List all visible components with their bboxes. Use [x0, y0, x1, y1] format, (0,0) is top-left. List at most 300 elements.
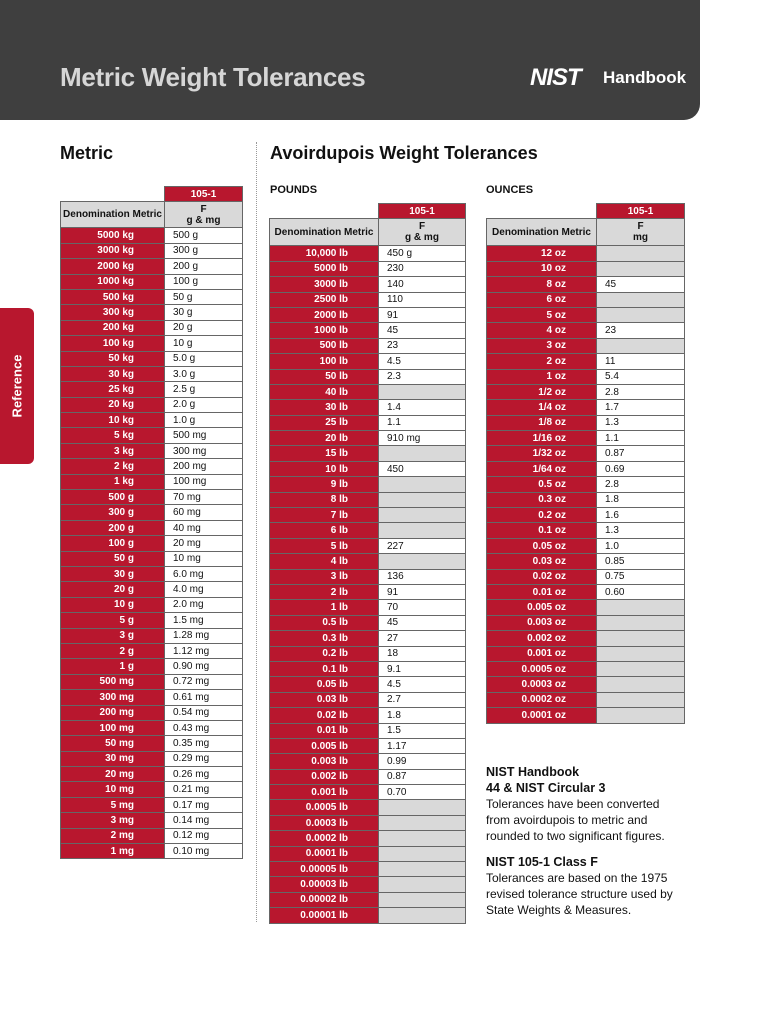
- pounds-denomination-cell: 7 lb: [270, 508, 379, 523]
- metric-denomination-cell: 2000 kg: [61, 259, 165, 274]
- pounds-denomination-cell: 0.002 lb: [270, 769, 379, 784]
- pounds-denomination-cell: 0.3 lb: [270, 631, 379, 646]
- column-divider: [256, 142, 257, 922]
- pounds-row: [270, 261, 466, 276]
- metric-denomination-cell: 25 kg: [61, 382, 165, 397]
- ounces-tolerance-cell: [597, 307, 685, 322]
- metric-row: [61, 459, 243, 474]
- metric-row: [61, 690, 243, 705]
- pounds-denomination-cell: 50 lb: [270, 369, 379, 384]
- metric-tolerance-cell: 2.0 g: [165, 397, 243, 412]
- metric-row: [61, 828, 243, 843]
- metric-row: [61, 505, 243, 520]
- metric-row: [61, 320, 243, 335]
- metric-denomination-cell: 30 g: [61, 566, 165, 581]
- pounds-denomination-cell: 1 lb: [270, 600, 379, 615]
- ounces-denomination-cell: 1/32 oz: [487, 446, 597, 461]
- pounds-tolerance-cell: [379, 508, 466, 523]
- pounds-row: [270, 415, 466, 430]
- pounds-row: [270, 723, 466, 738]
- metric-tolerance-cell: 4.0 mg: [165, 582, 243, 597]
- pounds-tolerance-cell: 70: [379, 600, 466, 615]
- metric-denomination-cell: 200 kg: [61, 320, 165, 335]
- pounds-tolerance-cell: 136: [379, 569, 466, 584]
- ounces-row: [487, 631, 685, 646]
- reference-tab-label: Reference: [9, 354, 25, 418]
- pounds-tolerance-cell: [379, 831, 466, 846]
- pounds-denomination-cell: 2 lb: [270, 584, 379, 599]
- pounds-denomination-cell: 0.1 lb: [270, 661, 379, 676]
- ounces-row: [487, 554, 685, 569]
- handbook-note-title-2: 44 & NIST Circular 3: [486, 781, 606, 795]
- ounces-tolerance-cell: 1.0: [597, 538, 685, 553]
- metric-row: [61, 597, 243, 612]
- ounces-tolerance-cell: [597, 677, 685, 692]
- ounces-class-header: F mg: [597, 219, 685, 246]
- metric-tolerance-cell: 200 g: [165, 259, 243, 274]
- pounds-tolerance-cell: 0.99: [379, 754, 466, 769]
- metric-tolerance-cell: 40 mg: [165, 520, 243, 535]
- pounds-tolerance-cell: [379, 492, 466, 507]
- nist-logo: NIST: [530, 64, 581, 91]
- metric-denomination-cell: 500 kg: [61, 289, 165, 304]
- metric-row: [61, 813, 243, 828]
- pounds-denomination-cell: 9 lb: [270, 477, 379, 492]
- metric-tolerance-cell: 0.14 mg: [165, 813, 243, 828]
- pounds-tolerance-cell: 1.4: [379, 400, 466, 415]
- pounds-denomination-cell: 15 lb: [270, 446, 379, 461]
- ounces-denomination-cell: 0.1 oz: [487, 523, 597, 538]
- ounces-tolerance-cell: [597, 600, 685, 615]
- metric-row: [61, 382, 243, 397]
- pounds-tolerance-cell: [379, 384, 466, 399]
- metric-denomination-cell: 10 g: [61, 597, 165, 612]
- metric-tolerance-cell: 0.26 mg: [165, 767, 243, 782]
- ounces-denomination-cell: 6 oz: [487, 292, 597, 307]
- ounces-tolerance-cell: [597, 261, 685, 276]
- pounds-tolerance-cell: 45: [379, 323, 466, 338]
- metric-denomination-cell: 3 g: [61, 628, 165, 643]
- handbook-note-title-1: NIST Handbook: [486, 765, 580, 779]
- pounds-row: [270, 354, 466, 369]
- metric-tolerance-cell: 0.17 mg: [165, 797, 243, 812]
- ounces-row: [487, 354, 685, 369]
- ounces-denomination-cell: 0.0002 oz: [487, 692, 597, 707]
- metric-row: [61, 659, 243, 674]
- pounds-row: [270, 615, 466, 630]
- ounces-row: [487, 415, 685, 430]
- metric-denomination-cell: 500 g: [61, 490, 165, 505]
- metric-row: [61, 613, 243, 628]
- ounces-denomination-cell: 1 oz: [487, 369, 597, 384]
- metric-tolerance-cell: 5.0 g: [165, 351, 243, 366]
- metric-denomination-cell: 20 g: [61, 582, 165, 597]
- metric-denomination-cell: 1 kg: [61, 474, 165, 489]
- pounds-tolerance-cell: 1.17: [379, 738, 466, 753]
- pounds-denomination-cell: 0.001 lb: [270, 785, 379, 800]
- metric-row: [61, 767, 243, 782]
- ounces-row: [487, 492, 685, 507]
- metric-tolerance-cell: 60 mg: [165, 505, 243, 520]
- ounces-denomination-cell: 1/8 oz: [487, 415, 597, 430]
- ounces-row: [487, 677, 685, 692]
- pounds-denomination-cell: 0.01 lb: [270, 723, 379, 738]
- pounds-denomination-cell: 1000 lb: [270, 323, 379, 338]
- pounds-tolerance-cell: 0.70: [379, 785, 466, 800]
- pounds-denomination-cell: 0.0005 lb: [270, 800, 379, 815]
- pounds-denomination-cell: 6 lb: [270, 523, 379, 538]
- pounds-denomination-cell: 0.5 lb: [270, 615, 379, 630]
- ounces-denomination-cell: 5 oz: [487, 307, 597, 322]
- metric-denomination-cell: 30 mg: [61, 751, 165, 766]
- metric-denomination-cell: 50 mg: [61, 736, 165, 751]
- metric-tolerance-cell: 0.72 mg: [165, 674, 243, 689]
- pounds-tolerance-cell: 1.5: [379, 723, 466, 738]
- pounds-denomination-cell: 5000 lb: [270, 261, 379, 276]
- reference-tab[interactable]: [0, 308, 34, 464]
- metric-tolerance-cell: 500 mg: [165, 428, 243, 443]
- pounds-row: [270, 538, 466, 553]
- pounds-row: [270, 307, 466, 322]
- ounces-denomination-cell: 0.05 oz: [487, 538, 597, 553]
- ounces-tolerance-cell: 1.7: [597, 400, 685, 415]
- pounds-row: [270, 677, 466, 692]
- metric-tolerance-cell: 1.0 g: [165, 413, 243, 428]
- metric-denomination-cell: 50 g: [61, 551, 165, 566]
- metric-row: [61, 844, 243, 859]
- page-title: Metric Weight Tolerances: [60, 62, 366, 92]
- ounces-tolerance-cell: [597, 646, 685, 661]
- ounces-denomination-cell: 10 oz: [487, 261, 597, 276]
- metric-tolerance-cell: 0.12 mg: [165, 828, 243, 843]
- metric-row: [61, 674, 243, 689]
- pounds-tolerance-cell: 2.3: [379, 369, 466, 384]
- metric-tolerance-cell: 0.61 mg: [165, 690, 243, 705]
- metric-tolerance-cell: 300 g: [165, 243, 243, 258]
- metric-row: [61, 289, 243, 304]
- metric-tolerance-cell: 0.29 mg: [165, 751, 243, 766]
- ounces-denomination-cell: 0.001 oz: [487, 646, 597, 661]
- pounds-row: [270, 400, 466, 415]
- pounds-row: [270, 323, 466, 338]
- pounds-row: [270, 631, 466, 646]
- ounces-row: [487, 292, 685, 307]
- ounces-row: [487, 400, 685, 415]
- pounds-tolerance-cell: [379, 446, 466, 461]
- pounds-row: [270, 846, 466, 861]
- pounds-denomination-cell: 0.0002 lb: [270, 831, 379, 846]
- ounces-denomination-cell: 8 oz: [487, 277, 597, 292]
- ounces-row: [487, 338, 685, 353]
- pounds-tolerance-cell: 910 mg: [379, 431, 466, 446]
- page-header: [0, 0, 700, 120]
- ounces-row: [487, 692, 685, 707]
- ounces-row: [487, 307, 685, 322]
- metric-row: [61, 628, 243, 643]
- pounds-row: [270, 600, 466, 615]
- metric-row: [61, 366, 243, 381]
- ounces-row: [487, 369, 685, 384]
- ounces-tolerance-cell: [597, 246, 685, 261]
- metric-denomination-cell: 300 mg: [61, 690, 165, 705]
- ounces-tolerance-cell: 0.85: [597, 554, 685, 569]
- pounds-row: [270, 431, 466, 446]
- pounds-tolerance-cell: [379, 815, 466, 830]
- metric-denomination-cell: 10 kg: [61, 413, 165, 428]
- ounces-denomination-cell: 0.3 oz: [487, 492, 597, 507]
- metric-tolerance-cell: 3.0 g: [165, 366, 243, 381]
- pounds-row: [270, 369, 466, 384]
- metric-denomination-cell: 20 kg: [61, 397, 165, 412]
- ounces-denomination-cell: 0.003 oz: [487, 615, 597, 630]
- pounds-denomination-cell: 10 lb: [270, 461, 379, 476]
- pounds-tolerance-cell: 450: [379, 461, 466, 476]
- metric-tolerance-cell: 10 g: [165, 336, 243, 351]
- pounds-denomination-cell: 0.005 lb: [270, 738, 379, 753]
- pounds-row: [270, 384, 466, 399]
- ounces-row: [487, 277, 685, 292]
- ounces-row: [487, 569, 685, 584]
- metric-row: [61, 751, 243, 766]
- ounces-tolerance-cell: 0.87: [597, 446, 685, 461]
- ounces-denomination-cell: 0.002 oz: [487, 631, 597, 646]
- metric-tolerance-cell: 2.5 g: [165, 382, 243, 397]
- metric-tolerance-cell: 10 mg: [165, 551, 243, 566]
- metric-title: Metric: [60, 143, 114, 163]
- pounds-tolerance-cell: 9.1: [379, 661, 466, 676]
- pounds-row: [270, 815, 466, 830]
- pounds-denomination-cell: 0.00005 lb: [270, 862, 379, 877]
- pounds-row: [270, 461, 466, 476]
- pounds-tolerance-cell: 2.7: [379, 692, 466, 707]
- ounces-tolerance-cell: [597, 615, 685, 630]
- pounds-denomination-cell: 0.00001 lb: [270, 908, 379, 923]
- metric-denomination-cell: 300 kg: [61, 305, 165, 320]
- metric-denomination-cell: 1000 kg: [61, 274, 165, 289]
- pounds-tolerance-cell: 18: [379, 646, 466, 661]
- ounces-row: [487, 261, 685, 276]
- pounds-row: [270, 785, 466, 800]
- pounds-denomination-cell: 0.05 lb: [270, 677, 379, 692]
- metric-denomination-cell: 3000 kg: [61, 243, 165, 258]
- metric-row: [61, 566, 243, 581]
- metric-denomination-cell: 10 mg: [61, 782, 165, 797]
- metric-tolerance-cell: 100 g: [165, 274, 243, 289]
- metric-tolerance-cell: 2.0 mg: [165, 597, 243, 612]
- ounces-denomination-cell: 1/64 oz: [487, 461, 597, 476]
- pounds-tolerance-cell: 0.87: [379, 769, 466, 784]
- metric-denomination-cell: 2 mg: [61, 828, 165, 843]
- ounces-row: [487, 600, 685, 615]
- metric-row: [61, 643, 243, 658]
- ounces-tolerance-cell: 2.8: [597, 477, 685, 492]
- metric-denomination-cell: 3 mg: [61, 813, 165, 828]
- ounces-denomination-cell: 1/2 oz: [487, 384, 597, 399]
- metric-tolerance-cell: 0.21 mg: [165, 782, 243, 797]
- ounces-tolerance-cell: [597, 661, 685, 676]
- pounds-denomination-cell: 0.00003 lb: [270, 877, 379, 892]
- pounds-tolerance-cell: [379, 554, 466, 569]
- metric-row: [61, 536, 243, 551]
- metric-tolerance-cell: 20 mg: [165, 536, 243, 551]
- ounces-denomination-cell: 0.005 oz: [487, 600, 597, 615]
- metric-row: [61, 413, 243, 428]
- ounces-tolerance-cell: 2.8: [597, 384, 685, 399]
- pounds-row: [270, 908, 466, 923]
- metric-tolerance-cell: 0.54 mg: [165, 705, 243, 720]
- ounces-tolerance-cell: 1.1: [597, 431, 685, 446]
- ounces-row: [487, 323, 685, 338]
- avoirdupois-title: Avoirdupois Weight Tolerances: [270, 143, 538, 163]
- class-note-title: NIST 105-1 Class F: [486, 855, 598, 869]
- pounds-tolerance-cell: 227: [379, 538, 466, 553]
- metric-tolerance-cell: 300 mg: [165, 443, 243, 458]
- pounds-row: [270, 338, 466, 353]
- ounces-tolerance-cell: [597, 708, 685, 723]
- metric-row: [61, 397, 243, 412]
- pounds-denomination-cell: 10,000 lb: [270, 246, 379, 261]
- pounds-tolerance-cell: [379, 877, 466, 892]
- metric-row: [61, 736, 243, 751]
- pounds-row: [270, 661, 466, 676]
- metric-class-header: F g & mg: [165, 202, 243, 228]
- metric-denomination-cell: 50 kg: [61, 351, 165, 366]
- ounces-denomination-cell: 0.0001 oz: [487, 708, 597, 723]
- ounces-tolerance-cell: 5.4: [597, 369, 685, 384]
- handbook-label: Handbook: [603, 68, 687, 87]
- pounds-tolerance-cell: 110: [379, 292, 466, 307]
- metric-denomination-cell: 5 kg: [61, 428, 165, 443]
- ounces-tolerance-cell: [597, 692, 685, 707]
- pounds-code-header: 105-1: [379, 204, 466, 219]
- metric-tolerance-cell: 20 g: [165, 320, 243, 335]
- pounds-tolerance-cell: 4.5: [379, 677, 466, 692]
- pounds-denomination-cell: 3 lb: [270, 569, 379, 584]
- metric-tolerance-cell: 1.12 mg: [165, 643, 243, 658]
- metric-tolerance-cell: 0.43 mg: [165, 720, 243, 735]
- ounces-tolerance-cell: [597, 631, 685, 646]
- ounces-tolerance-cell: 0.75: [597, 569, 685, 584]
- pounds-denomination-cell: 8 lb: [270, 492, 379, 507]
- pounds-denomination-cell: 20 lb: [270, 431, 379, 446]
- metric-row: [61, 551, 243, 566]
- metric-denomination-header: Denomination Metric: [61, 202, 165, 228]
- ounces-row: [487, 384, 685, 399]
- pounds-row: [270, 831, 466, 846]
- metric-denomination-cell: 20 mg: [61, 767, 165, 782]
- metric-row: [61, 797, 243, 812]
- ounces-row: [487, 708, 685, 723]
- metric-row: [61, 720, 243, 735]
- pounds-tolerance-cell: 450 g: [379, 246, 466, 261]
- ounces-tolerance-cell: 1.3: [597, 415, 685, 430]
- pounds-tolerance-cell: 23: [379, 338, 466, 353]
- pounds-tolerance-cell: 1.8: [379, 708, 466, 723]
- metric-row: [61, 520, 243, 535]
- metric-table: [60, 186, 243, 859]
- pounds-class-header: F g & mg: [379, 219, 466, 246]
- metric-denomination-cell: 100 g: [61, 536, 165, 551]
- class-note-text: Tolerances are based on the 1975 revised tolerance structure used by State Weights & Measures.: [486, 871, 673, 917]
- pounds-denomination-cell: 0.02 lb: [270, 708, 379, 723]
- pounds-table: [269, 203, 466, 924]
- pounds-tolerance-cell: 27: [379, 631, 466, 646]
- metric-denomination-cell: 200 g: [61, 520, 165, 535]
- ounces-row: [487, 446, 685, 461]
- pounds-denomination-cell: 3000 lb: [270, 277, 379, 292]
- metric-denomination-cell: 30 kg: [61, 366, 165, 381]
- pounds-row: [270, 692, 466, 707]
- ounces-row: [487, 477, 685, 492]
- metric-tolerance-cell: 0.35 mg: [165, 736, 243, 751]
- ounces-denomination-cell: 4 oz: [487, 323, 597, 338]
- metric-denomination-cell: 3 kg: [61, 443, 165, 458]
- pounds-row: [270, 569, 466, 584]
- pounds-row: [270, 708, 466, 723]
- pounds-tolerance-cell: 91: [379, 584, 466, 599]
- ounces-tolerance-cell: 1.3: [597, 523, 685, 538]
- metric-tolerance-cell: 0.90 mg: [165, 659, 243, 674]
- pounds-row: [270, 754, 466, 769]
- pounds-row: [270, 277, 466, 292]
- ounces-title: OUNCES: [486, 184, 534, 196]
- pounds-row: [270, 292, 466, 307]
- pounds-row: [270, 523, 466, 538]
- metric-row: [61, 705, 243, 720]
- ounces-denomination-cell: 12 oz: [487, 246, 597, 261]
- pounds-tolerance-cell: 91: [379, 307, 466, 322]
- metric-tolerance-cell: 1.28 mg: [165, 628, 243, 643]
- pounds-denomination-cell: 2000 lb: [270, 307, 379, 322]
- metric-denomination-cell: 2 kg: [61, 459, 165, 474]
- pounds-row: [270, 584, 466, 599]
- metric-tolerance-cell: 500 g: [165, 228, 243, 243]
- pounds-tolerance-cell: [379, 862, 466, 877]
- ounces-tolerance-cell: 0.69: [597, 461, 685, 476]
- pounds-denomination-cell: 4 lb: [270, 554, 379, 569]
- pounds-denomination-cell: 5 lb: [270, 538, 379, 553]
- metric-tolerance-cell: 100 mg: [165, 474, 243, 489]
- ounces-denomination-cell: 0.01 oz: [487, 584, 597, 599]
- ounces-tolerance-cell: 0.60: [597, 584, 685, 599]
- ounces-denomination-cell: 0.0003 oz: [487, 677, 597, 692]
- ounces-row: [487, 615, 685, 630]
- ounces-denomination-header: Denomination Metric: [487, 219, 597, 246]
- ounces-denomination-cell: 1/16 oz: [487, 431, 597, 446]
- metric-row: [61, 259, 243, 274]
- pounds-row: [270, 862, 466, 877]
- pounds-denomination-cell: 0.03 lb: [270, 692, 379, 707]
- pounds-row: [270, 800, 466, 815]
- pounds-denomination-header: Denomination Metric: [270, 219, 379, 246]
- pounds-denomination-cell: 30 lb: [270, 400, 379, 415]
- pounds-denomination-cell: 40 lb: [270, 384, 379, 399]
- ounces-row: [487, 508, 685, 523]
- ounces-denomination-cell: 0.03 oz: [487, 554, 597, 569]
- ounces-tolerance-cell: [597, 292, 685, 307]
- metric-denomination-cell: 100 mg: [61, 720, 165, 735]
- ounces-row: [487, 523, 685, 538]
- pounds-tolerance-cell: [379, 800, 466, 815]
- metric-denomination-cell: 1 g: [61, 659, 165, 674]
- ounces-row: [487, 646, 685, 661]
- pounds-row: [270, 246, 466, 261]
- ounces-denomination-cell: 1/4 oz: [487, 400, 597, 415]
- ounces-row: [487, 461, 685, 476]
- metric-row: [61, 782, 243, 797]
- pounds-tolerance-cell: [379, 908, 466, 923]
- metric-tolerance-cell: 0.10 mg: [165, 844, 243, 859]
